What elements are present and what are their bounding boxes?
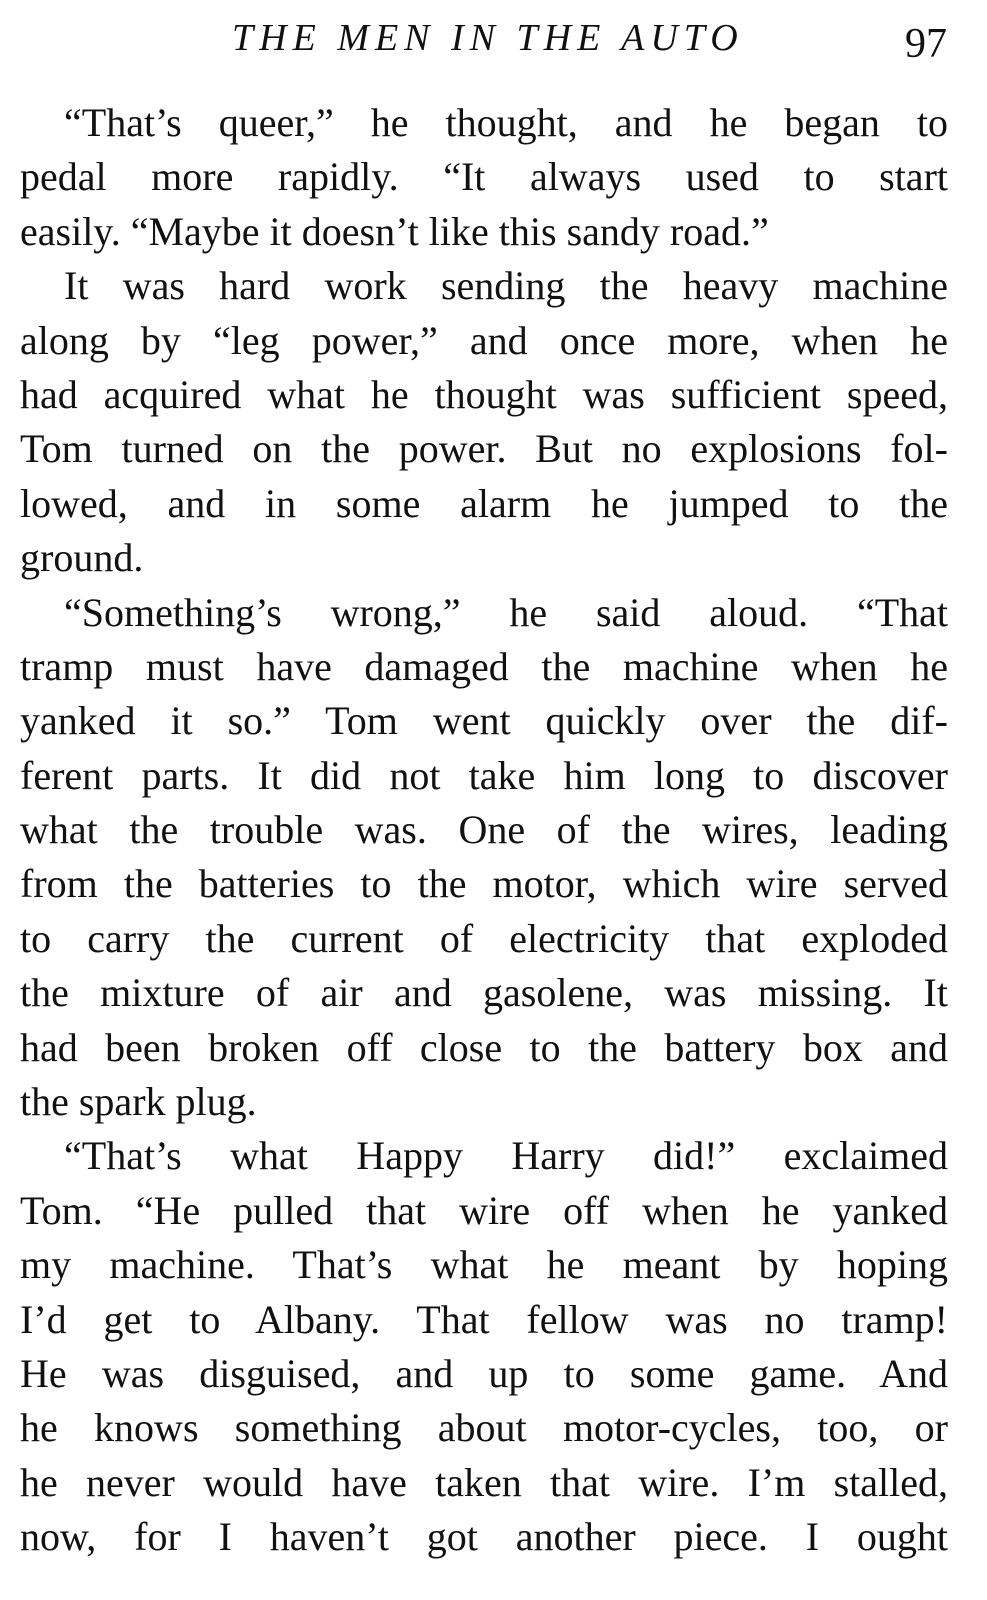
text-line: now, for I haven’t got another piece. I ought <box>20 1514 948 1560</box>
body-text <box>20 96 948 1565</box>
text-line: ferent parts. It did not take him long to discover <box>20 752 948 798</box>
text-line: pedal more rapidly. “It always used to start <box>20 154 948 200</box>
text-line: along by “leg power,” and once more, when he <box>20 317 948 363</box>
text-line: he never would have taken that wire. I’m stalled, <box>20 1459 948 1505</box>
text-line: Tom. “He pulled that wire off when he yanked <box>20 1187 948 1233</box>
text-line: to carry the current of electricity that exploded <box>20 915 948 961</box>
page-number: 97 <box>905 21 947 67</box>
running-title: THE MEN IN THE AUTO <box>232 17 744 59</box>
text-line: easily. “Maybe it doesn’t like this sandy road.” <box>20 208 769 254</box>
text-line: ground. <box>20 535 144 581</box>
text-line: He was disguised, and up to some game. And <box>20 1350 948 1396</box>
text-line: had been broken off close to the battery box and <box>20 1024 948 1070</box>
text-line: tramp must have damaged the machine when he <box>20 643 948 689</box>
text-line: had acquired what he thought was sufficient speed, <box>20 371 948 417</box>
text-line: the mixture of air and gasolene, was missing. It <box>20 970 948 1016</box>
text-line: “Something’s wrong,” he said aloud. “That <box>64 589 948 635</box>
text-line: It was hard work sending the heavy machine <box>64 263 948 309</box>
text-line: I’d get to Albany. That fellow was no tramp! <box>20 1296 948 1342</box>
text-line: yanked it so.” Tom went quickly over the dif- <box>20 698 948 744</box>
text-line: Tom turned on the power. But no explosions fol- <box>20 426 948 472</box>
text-line: “That’s queer,” he thought, and he began to <box>64 100 948 145</box>
text-line: “That’s what Happy Harry did!” exclaimed <box>64 1133 948 1179</box>
text-line: from the batteries to the motor, which wire served <box>20 861 948 907</box>
text-line: what the trouble was. One of the wires, leading <box>20 807 948 853</box>
text-line: lowed, and in some alarm he jumped to the <box>20 480 948 526</box>
text-line: he knows something about motor-cycles, too, or <box>20 1405 948 1451</box>
text-line: the spark plug. <box>20 1079 257 1125</box>
text-line: my machine. That’s what he meant by hoping <box>20 1242 948 1288</box>
running-head <box>0 14 987 67</box>
